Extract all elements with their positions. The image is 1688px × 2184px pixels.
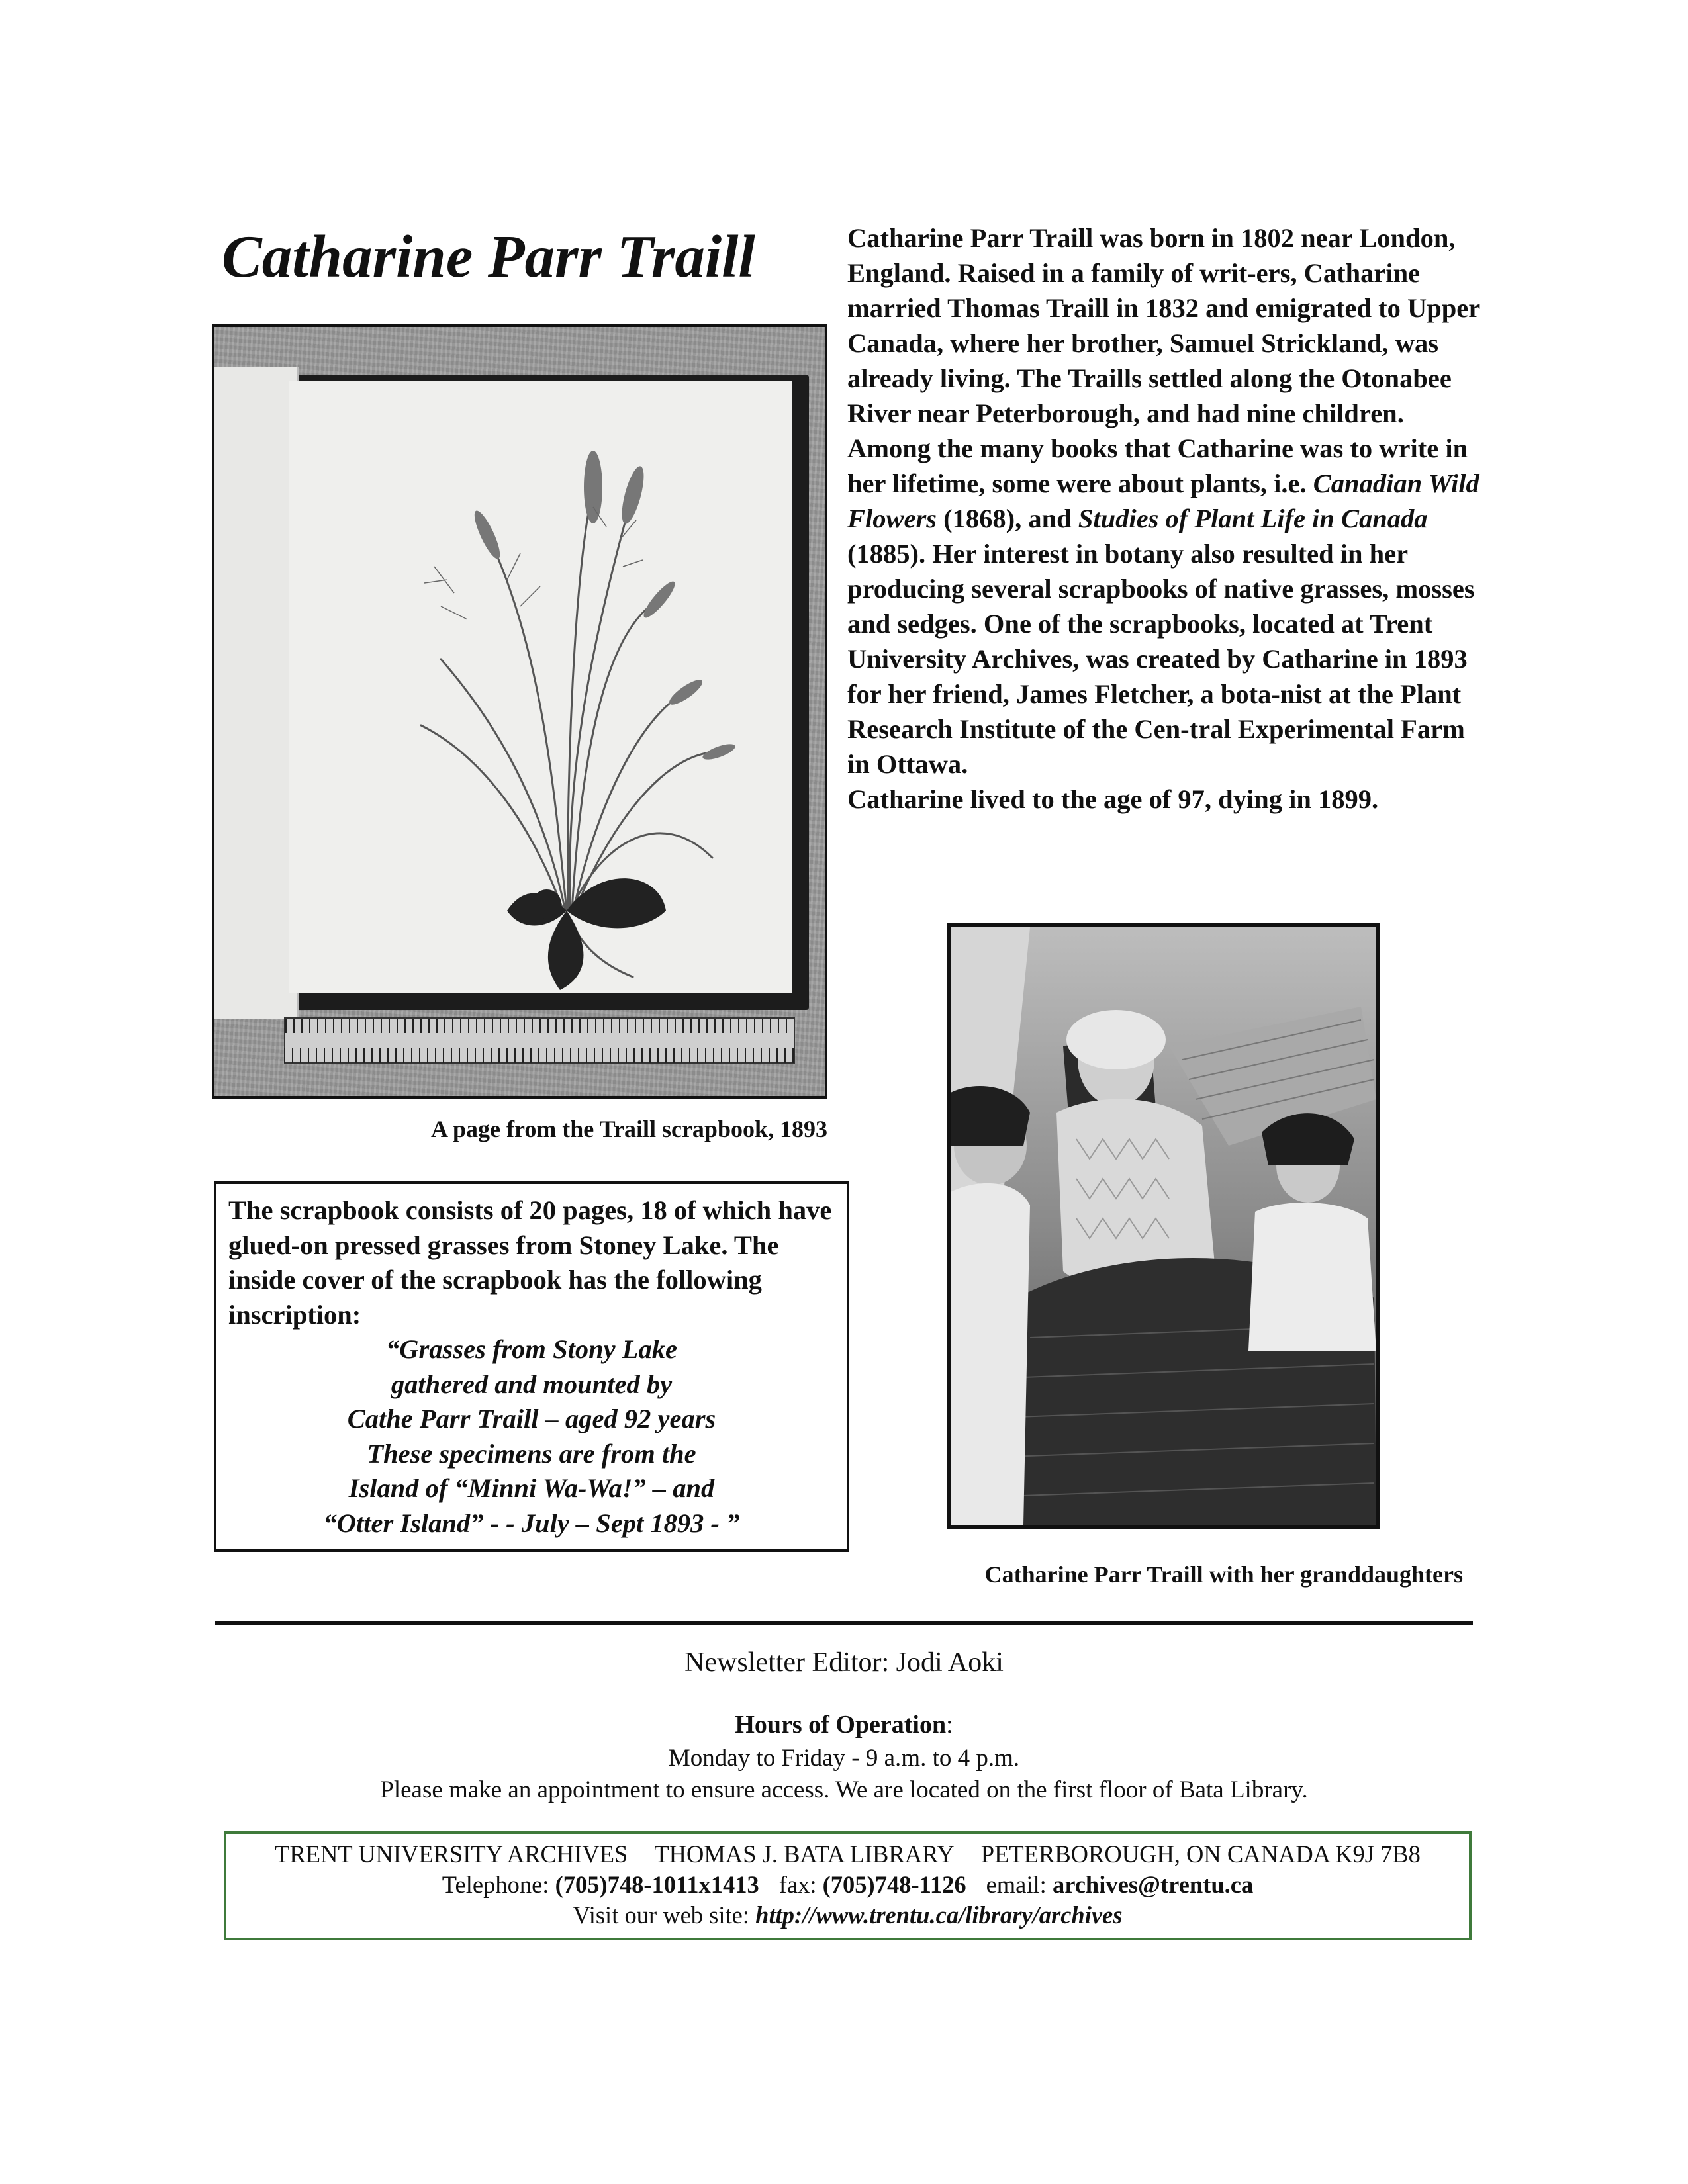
email-label: email: — [986, 1871, 1053, 1898]
page-title: Catharine Parr Traill — [222, 223, 755, 290]
contact-address: PETERBOROUGH, ON CANADA K9J 7B8 — [980, 1841, 1421, 1868]
inscription-line: Cathe Parr Traill – aged 92 years — [347, 1404, 716, 1433]
inscription-line: These specimens are from the — [367, 1438, 696, 1469]
pressed-grasses-illustration — [289, 381, 792, 993]
bio-text-part-3: (1885). Her interest in botany also resulted in her producing several scrapbooks of native grasses, mosses and sedges. One of the scrapbooks, located at Trent University Archives, was created by Catharine in 1893 for her friend, James Fletcher, a bota-nist at the Plant Research Institute of the Cen-tral Experimental Farm in Ottawa. — [847, 539, 1475, 779]
biography-text — [847, 220, 1483, 817]
inscription-intro: The scrapbook consists of 20 pages, 18 of which have glued-on pressed grasses from Stoney Lake. The inside cover of the scrapbook has the following inscription: — [228, 1195, 832, 1330]
hours-heading — [0, 1710, 1688, 1739]
inscription-line: “Otter Island” - - July – Sept 1893 - ” — [323, 1508, 740, 1538]
fax-label: fax: — [778, 1871, 823, 1898]
inscription-line: “Grasses from Stony Lake — [386, 1334, 677, 1364]
inscription-line: Island of “Minni Wa-Wa!” – and — [348, 1473, 715, 1503]
inscription-box — [214, 1181, 849, 1552]
book-title-canadian-wild-flowers: Canadian Wild Flowers — [847, 469, 1479, 533]
contact-address-line — [226, 1839, 1469, 1870]
bio-text-part-2: (1868), and — [937, 504, 1078, 533]
telephone-number[interactable]: (705)748-1011x1413 — [555, 1871, 759, 1898]
hours-text: Monday to Friday - 9 a.m. to 4 p.m. — [668, 1745, 1020, 1772]
book-title-studies-of-plant-life: Studies of Plant Life in Canada — [1078, 504, 1428, 533]
contact-org: TRENT UNIVERSITY ARCHIVES — [275, 1841, 628, 1868]
section-divider — [215, 1621, 1473, 1625]
granddaughters-photo-illustration — [951, 927, 1376, 1525]
scrapbook-left-page — [214, 367, 299, 1019]
granddaughters-photo — [947, 923, 1380, 1529]
biography-paragraph — [847, 220, 1483, 782]
bio-text-part-1: Catharine Parr Traill was born in 1802 near London, England. Raised in a family of writ-ers, Catharine married Thomas Traill in 1832 and emigrated to Upper Canada, where her brother, Samuel Strickland, was already living. The Traills settled along the Otonabee River near Peterborough, and had nine children. Among the many books that Catharine was to write in her lifetime, some were about plants, i.e. — [847, 223, 1480, 498]
hours-heading-label: Hours of Operation — [735, 1711, 947, 1739]
appointment-note: Please make an appointment to ensure access. We are located on the first floor of Bata Library. — [380, 1776, 1308, 1803]
contact-library: THOMAS J. BATA LIBRARY — [654, 1841, 955, 1868]
contact-web-line — [226, 1900, 1469, 1931]
fax-number: (705)748-1126 — [822, 1871, 966, 1898]
contact-phone-line — [226, 1870, 1469, 1900]
hours-heading-colon: : — [946, 1711, 953, 1739]
newsletter-editor: Newsletter Editor: Jodi Aoki — [684, 1647, 1004, 1678]
website-link[interactable]: http://www.trentu.ca/library/archives — [755, 1901, 1123, 1929]
granddaughters-caption: Catharine Parr Traill with her granddaughters — [984, 1561, 1463, 1588]
telephone-label: Telephone: — [442, 1871, 555, 1898]
scrapbook-photo — [212, 324, 827, 1099]
ruler-ticks — [284, 1048, 795, 1063]
contact-box — [224, 1831, 1472, 1940]
biography-closing: Catharine lived to the age of 97, dying in 1899. — [847, 784, 1379, 814]
email-link[interactable]: archives@trentu.ca — [1052, 1871, 1254, 1898]
web-label: Visit our web site: — [573, 1901, 756, 1929]
inscription-line: gathered and mounted by — [391, 1369, 673, 1399]
scrapbook-caption: A page from the Traill scrapbook, 1893 — [430, 1116, 827, 1142]
